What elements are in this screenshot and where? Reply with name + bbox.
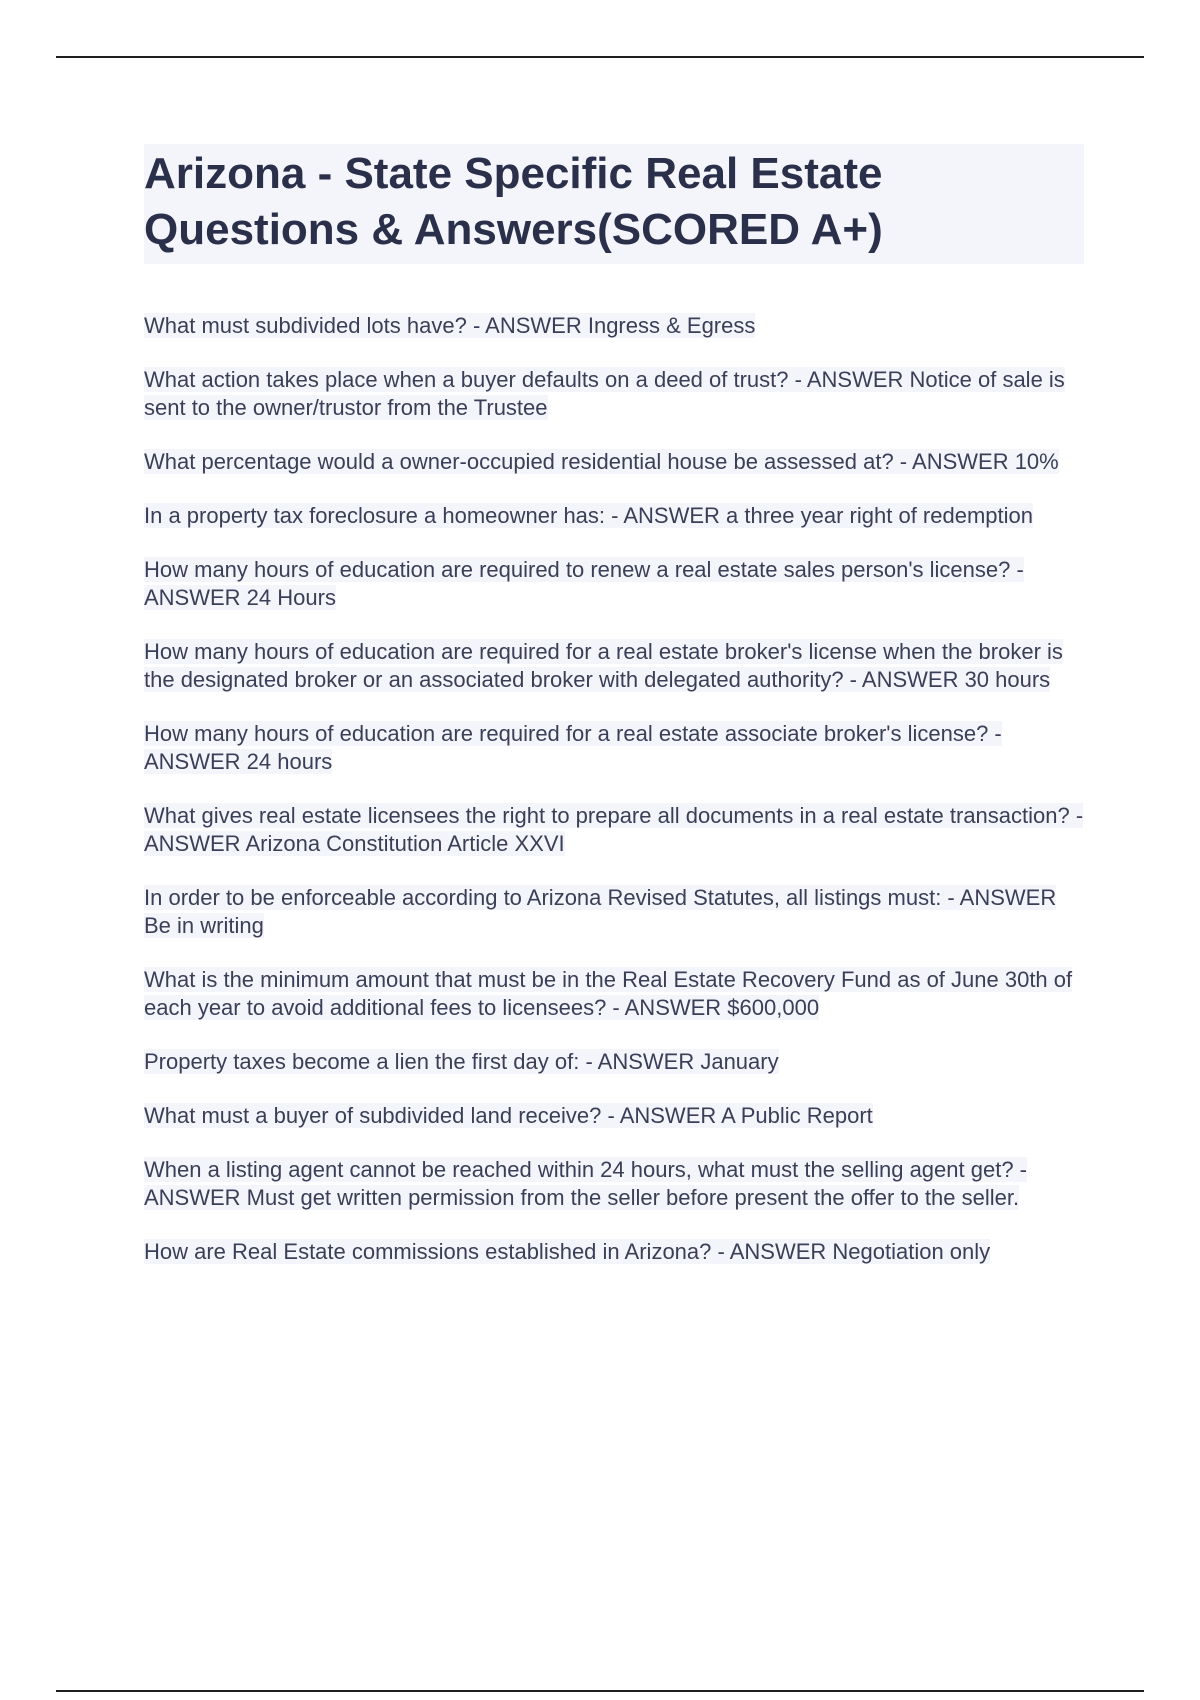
qa-text: When a listing agent cannot be reached within 24 hours, what must the selling agent get? - ANSWER Must get written permission from the seller before present the offer to the seller. <box>144 1157 1027 1210</box>
qa-text: What must a buyer of subdivided land receive? - ANSWER A Public Report <box>144 1103 873 1128</box>
qa-item <box>144 502 1084 530</box>
qa-text: What must subdivided lots have? - ANSWER Ingress & Egress <box>144 313 756 338</box>
qa-text: Property taxes become a lien the first day of: - ANSWER January <box>144 1049 779 1074</box>
qa-text: How are Real Estate commissions established in Arizona? - ANSWER Negotiation only <box>144 1239 991 1264</box>
qa-item <box>144 556 1084 612</box>
qa-text: In order to be enforceable according to Arizona Revised Statutes, all listings must: - ANSWER Be in writing <box>144 885 1057 938</box>
qa-item <box>144 448 1084 476</box>
qa-item <box>144 1238 1084 1266</box>
bottom-rule <box>56 1690 1144 1692</box>
title-block <box>144 144 1084 264</box>
qa-text: What action takes place when a buyer defaults on a deed of trust? - ANSWER Notice of sale is sent to the owner/trustor from the Trustee <box>144 367 1065 420</box>
qa-item <box>144 720 1084 776</box>
top-rule <box>56 56 1144 58</box>
qa-item <box>144 366 1084 422</box>
qa-item <box>144 1156 1084 1212</box>
qa-item <box>144 1102 1084 1130</box>
qa-text: What is the minimum amount that must be in the Real Estate Recovery Fund as of June 30th of each year to avoid additional fees to licensees? - ANSWER $600,000 <box>144 967 1073 1020</box>
qa-item <box>144 1048 1084 1076</box>
qa-text: What gives real estate licensees the right to prepare all documents in a real estate transaction? - ANSWER Arizona Constitution Article XXVI <box>144 803 1084 856</box>
qa-text: How many hours of education are required for a real estate associate broker's license? - ANSWER 24 hours <box>144 721 1002 774</box>
qa-text: What percentage would a owner-occupied residential house be assessed at? - ANSWER 10% <box>144 449 1059 474</box>
qa-item <box>144 312 1084 340</box>
qa-item <box>144 638 1084 694</box>
qa-item <box>144 884 1084 940</box>
qa-list <box>144 312 1084 1266</box>
document-title: Arizona - State Specific Real Estate Questions & Answers(SCORED A+) <box>144 149 883 254</box>
qa-item <box>144 966 1084 1022</box>
qa-text: How many hours of education are required for a real estate broker's license when the broker is the designated broker or an associated broker with delegated authority? - ANSWER 30 hours <box>144 639 1063 692</box>
document-page <box>144 144 1084 1292</box>
qa-text: In a property tax foreclosure a homeowner has: - ANSWER a three year right of redemption <box>144 503 1033 528</box>
qa-text: How many hours of education are required to renew a real estate sales person's license? - ANSWER 24 Hours <box>144 557 1024 610</box>
qa-item <box>144 802 1084 858</box>
